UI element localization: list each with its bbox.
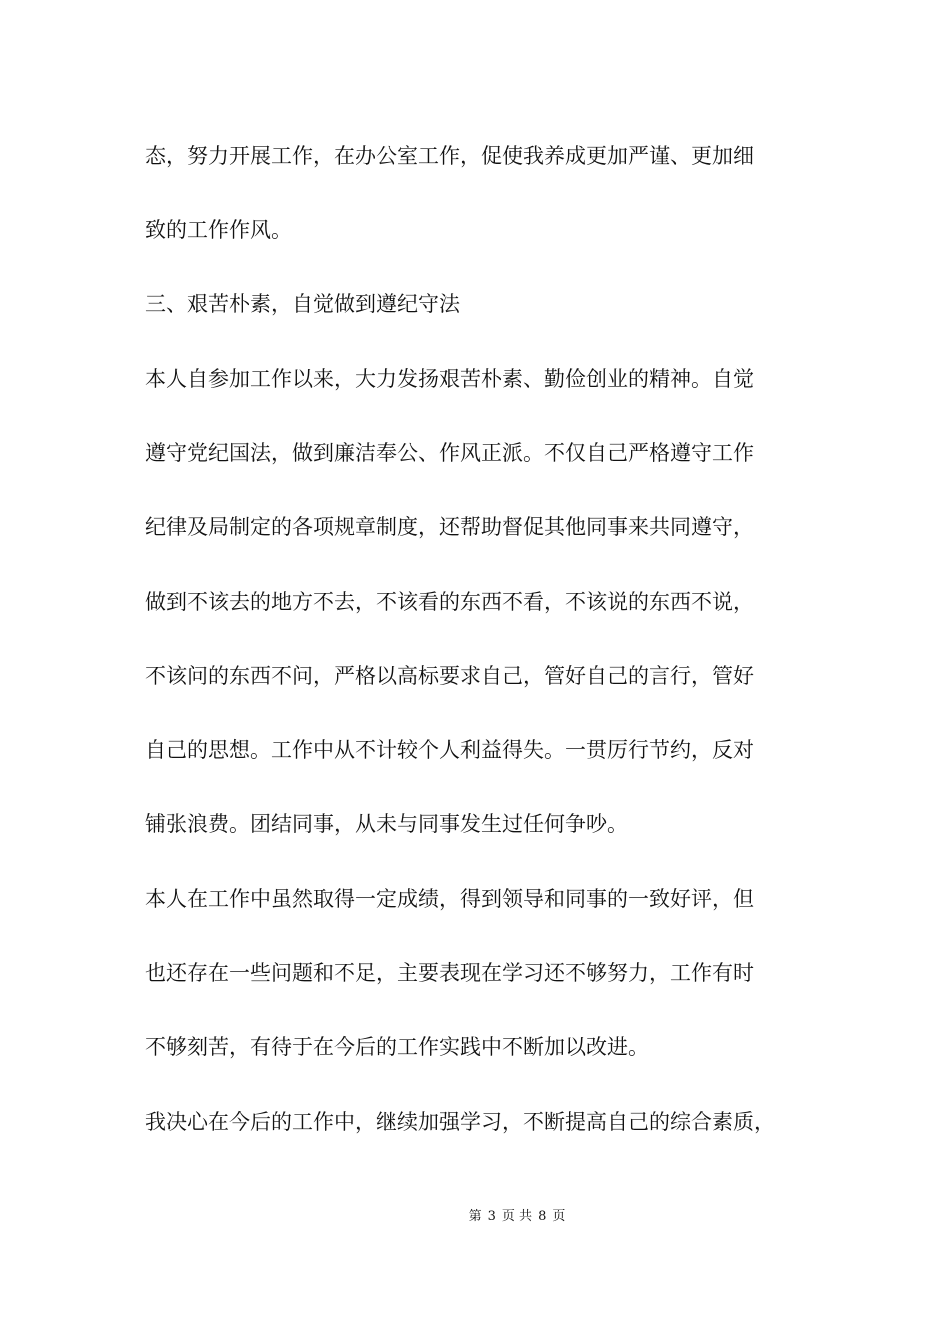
body-line: 遵守党纪国法，做到廉洁奉公、作风正派。不仅自己严格遵守工作 [145,441,754,465]
body-line: 态，努力开展工作，在办公室工作，促使我养成更加严谨、更加细 [145,144,754,168]
body-line: 自己的思想。工作中从不计较个人利益得失。一贯厉行节约，反对 [145,738,754,762]
section-heading: 三、艰苦朴素，自觉做到遵纪守法 [145,292,460,316]
body-line: 本人在工作中虽然取得一定成绩，得到领导和同事的一致好评，但 [145,887,754,911]
body-line: 铺张浪费。团结同事，从未与同事发生过任何争吵。 [145,812,628,836]
footer-middle: 页 共 [501,1209,533,1224]
footer-suffix: 页 [552,1209,566,1224]
body-line: 不够刻苦，有待于在今后的工作实践中不断加以改进。 [145,1035,649,1059]
body-line: 也还存在一些问题和不足，主要表现在学习还不够努力，工作有时 [145,961,754,985]
body-line: 做到不该去的地方不去，不该看的东西不看，不该说的东西不说， [145,590,754,614]
body-line: 本人自参加工作以来，大力发扬艰苦朴素、勤俭创业的精神。自觉 [145,367,754,391]
body-line: 我决心在今后的工作中，继续加强学习，不断提高自己的综合素质， [145,1110,775,1134]
current-page-number: 3 [487,1209,496,1224]
total-page-count: 8 [538,1209,547,1224]
body-line: 致的工作作风。 [145,218,292,242]
page-footer [0,1208,950,1226]
body-line: 纪律及局制定的各项规章制度，还帮助督促其他同事来共同遵守， [145,515,754,539]
footer-prefix: 第 [468,1209,482,1224]
body-line: 不该问的东西不问，严格以高标要求自己，管好自己的言行，管好 [145,664,754,688]
